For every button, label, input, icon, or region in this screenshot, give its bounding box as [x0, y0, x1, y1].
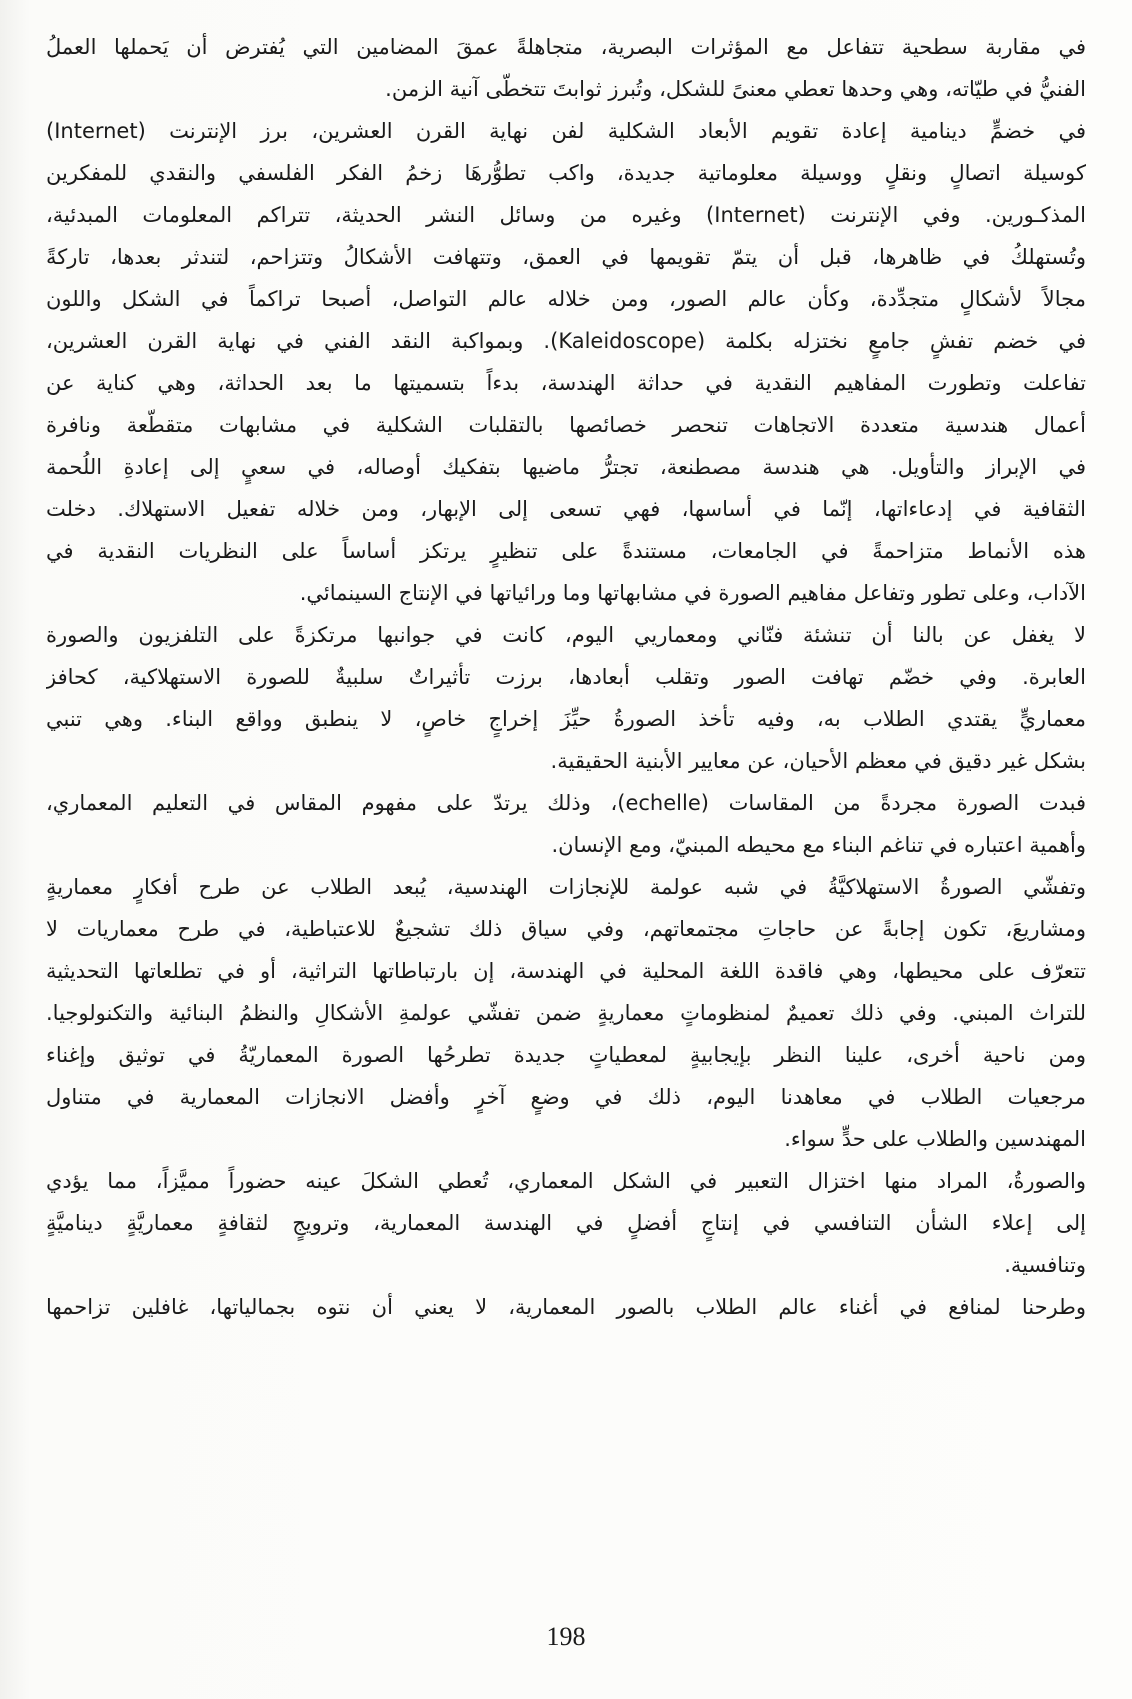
text-line: الآداب، وعلى تطور وتفاعل مفاهيم الصورة في مشابهاتها وما ورائياتها في الإنتاج السينمائي.	[299, 581, 1086, 605]
text-line: لا يغفل عن بالنا أن تنشئة فنّاني ومعماريي اليوم، كانت في جوانبها مرتكزةً على التلفزيون والصورة	[46, 623, 1086, 647]
text-line: العابرة. وفي خضّم تهافت الصور وتقلب أبعادها، برزت تأثيراتٌ سلبيةٌ للصورة الاستهلاكية، كحافز	[46, 665, 1086, 689]
text-line: الثقافية في إدعاءاتها، إنّما في أساسها، فهي تسعى إلى الإبهار، ومن خلاله تفعيل الاستهلاك. دخلت	[46, 497, 1086, 521]
text-line: تتعرّف على محيطها، وهي فاقدة اللغة المحلية في الهندسة، إن بارتباطاتها التراثية، أو في تطلعاتها التحديثية	[46, 959, 1086, 983]
paragraph	[46, 866, 1086, 1034]
text-line: معماريٍّ يقتدي الطلاب به، وفيه تأخذ الصورةُ حيِّزَ إخراجٍ خاصٍ، لا ينطبق وواقع البناء. وهي تنبي	[46, 707, 1086, 731]
text-line: في الإبراز والتأويل. هي هندسة مصطنعة، تجترُّ ماضيها بتفكيك أوصاله، في سعيٍ إلى إعادةِ اللُحمة	[46, 455, 1086, 479]
paragraph	[46, 110, 1086, 614]
page-number: 198	[546, 1622, 586, 1651]
text-line: وتفشّي الصورةُ الاستهلاكيَّةُ في شبه عولمة للإنجازات الهندسية، يُبعد الطلاب عن طرح أفكارٍ معماريةٍ	[46, 875, 1086, 899]
text-line: فبدت الصورة مجردةً من المقاسات (echelle)، وذلك يرتدّ على مفهوم المقاس في التعليم المعماري،	[46, 791, 1086, 815]
text-line: في خضمٍّ دينامية إعادة تقويم الأبعاد الشكلية لفن نهاية القرن العشرين، برز الإنترنت (Internet)	[46, 119, 1086, 143]
paragraph	[46, 1034, 1086, 1160]
page-body-text	[46, 26, 1086, 1328]
text-line: كوسيلة اتصالٍ ونقلٍ ووسيلة معلوماتية جديدة، واكب تطوُّرهَا زخمُ الفكر الفلسفي والنقدي للمفكرين	[46, 161, 1086, 185]
text-line: ومن ناحية أخرى، علينا النظر بإيجابيةٍ لمعطياتٍ جديدة تطرحُها الصورة المعماريّةُ في توثيق وإغناء	[46, 1043, 1086, 1067]
paragraph	[46, 614, 1086, 782]
text-line: الفنيُّ في طيّاته، وهي وحدها تعطي معنىً للشكل، وتُبرز ثوابتَ تتخطّى آنية الزمن.	[385, 77, 1086, 101]
text-line: للتراث المبني. وفي ذلك تعميمٌ لمنظوماتٍ معماريةٍ ضمن تفشّي عولمةِ الأشكالِ والنظمُ البنائية والتكنولوجيا.	[46, 1001, 1086, 1025]
paragraph	[46, 26, 1086, 110]
text-line: وتنافسية.	[1004, 1253, 1086, 1277]
paragraph	[46, 1160, 1086, 1286]
text-line: ﻓﻲ مقاربة سطحية تتفاعل مع المؤثرات البصرية، متجاهلةً عمقَ المضامين التي يُفترض أن يَحملها العملُ	[46, 35, 1086, 59]
text-line: وأهمية اعتباره في تناغم البناء مع محيطه المبنيّ، ومع الإنسان.	[551, 833, 1086, 857]
text-line: تفاعلت وتطورت المفاهيم النقدية في حداثة الهندسة، بدءاً بتسميتها ما بعد الحداثة، وهي كناية عن	[46, 371, 1086, 395]
text-line: مجالاً لأشكالٍ متجدِّدة، وكأن عالم الصور، ومن خلاله عالم التواصل، أصبحا تراكماً في الشكل واللون	[46, 287, 1086, 311]
text-line: المذكـورين. وفي الإنترنت (Internet) وغيره من وسائل النشر الحديثة، تتراكم المعلومات المبدئية،	[46, 203, 1086, 227]
text-line: والصورةُ، المراد منها اختزال التعبير في الشكل المعماري، تُعطي الشكلَ عينه حضوراً مميَّزاً، مما يؤدي	[46, 1169, 1086, 1193]
text-line: في خضم تفشٍ جامعٍ نختزله بكلمة (Kaleidoscope). وبمواكبة النقد الفني في نهاية القرن العشرين،	[46, 329, 1086, 353]
paragraph	[46, 782, 1086, 866]
paragraph	[46, 1286, 1086, 1328]
text-line: وتُستهلكُ في ظاهرها، قبل أن يتمّ تقويمها في العمق، وتتهافت الأشكالُ وتتزاحم، لتندثر بعدها، تاركةً	[46, 245, 1086, 269]
text-line: ومشاريعَ، تكون إجابةً عن حاجاتِ مجتمعاتهم، وفي سياق ذلك تشجيعٌ للاعتباطية، في طرح معماريات لا	[46, 917, 1086, 941]
text-line: إلى إعلاء الشأن التنافسي في إنتاجٍ أفضلٍ في الهندسة المعمارية، وترويجٍ لثقافةٍ معماريَّةٍ ديناميَّةٍ	[46, 1211, 1086, 1235]
text-line: أعمال هندسية متعددة الاتجاهات تنحصر خصائصها بالتقلبات الشكلية في مشابهات متقطّعة ونافرة	[46, 413, 1086, 437]
text-line: وطرحنا لمنافع في أغناء عالم الطلاب بالصور المعمارية، لا يعني أن نتوه بجمالياتها، غافلين تزاحمها	[46, 1295, 1086, 1319]
text-line: بشكل غير دقيق في معظم الأحيان، عن معايير الأبنية الحقيقية.	[550, 749, 1086, 773]
text-line: المهندسين والطلاب على حدٍّ سواء.	[784, 1127, 1086, 1151]
text-line: مرجعيات الطلاب في معاهدنا اليوم، ذلك في وضعٍ آخرٍ وأفضل الانجازات المعمارية في متناول	[46, 1085, 1086, 1109]
text-line: هذه الأنماط متزاحمةً في الجامعات، مستندةً على تنظيرٍ يرتكز أساساً على النظريات النقدية في	[46, 539, 1086, 563]
